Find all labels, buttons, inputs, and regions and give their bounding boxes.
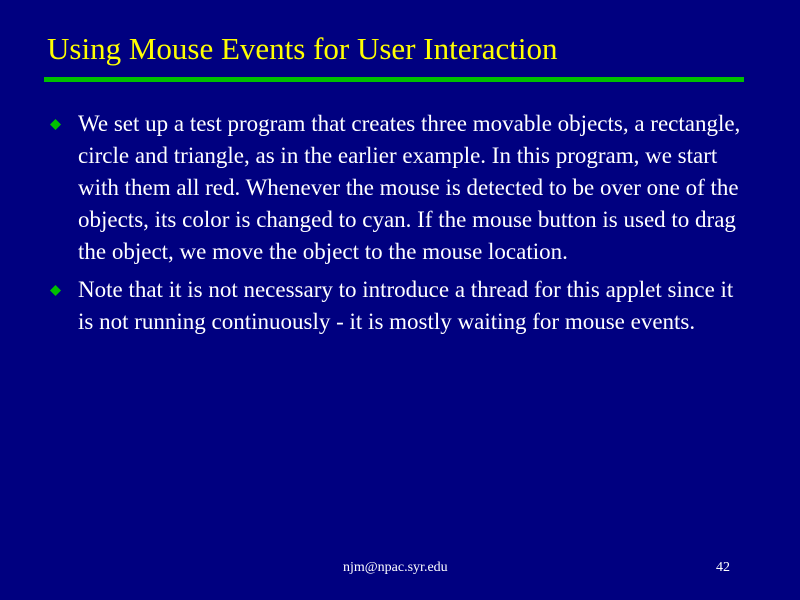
slide-title: Using Mouse Events for User Interaction: [47, 31, 558, 66]
bullet-item: [0, 108, 748, 268]
title-underline: [44, 77, 744, 82]
bullet-list: [0, 108, 800, 344]
page-number: 42: [716, 560, 730, 575]
bullet-item: [0, 274, 748, 338]
bullet-text: We set up a test program that creates three movable objects, a rectangle, circle and triangle, as in the earlier example. In this program, we start with them all red. Whenever the mouse is detected to be over one of the objects, its color is changed to cyan. If the mouse button is used to drag the object, we move the object to the mouse location.: [78, 111, 741, 264]
footer-email: njm@npac.syr.edu: [343, 560, 448, 575]
bullet-text: Note that it is not necessary to introduce a thread for this applet since it is not running continuously - it is mostly waiting for mouse events.: [78, 277, 734, 334]
diamond-bullet-icon: [50, 285, 61, 296]
diamond-bullet-icon: [50, 119, 61, 130]
